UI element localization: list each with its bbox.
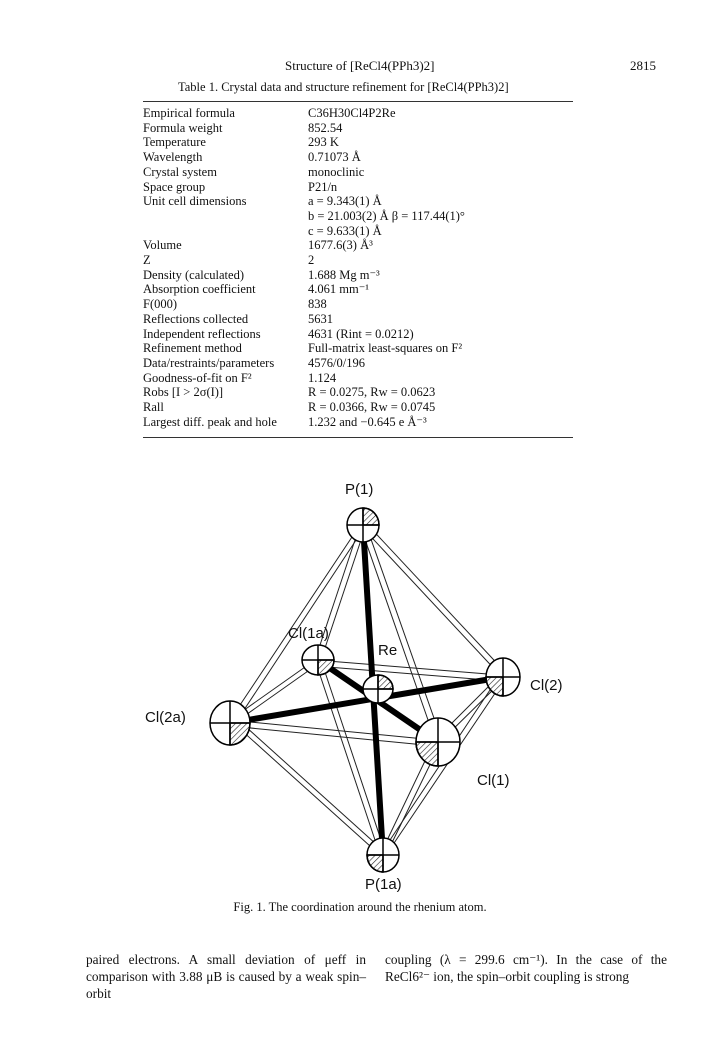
label-cl2: Cl(2) <box>530 677 563 694</box>
table-row <box>143 268 573 283</box>
table-row <box>143 135 573 150</box>
row-value: 1.232 and −0.645 e Å⁻³ <box>308 414 427 429</box>
label-p1a: P(1a) <box>365 876 402 893</box>
atom-cl1 <box>416 718 460 766</box>
row-key: Absorption coefficient <box>143 282 256 297</box>
atom-cl1a <box>302 645 334 675</box>
atom-p1 <box>347 508 379 542</box>
row-key: Temperature <box>143 135 206 150</box>
row-key: Crystal system <box>143 164 217 179</box>
table-row <box>143 312 573 327</box>
row-value: monoclinic <box>308 164 365 179</box>
row-value: R = 0.0366, Rw = 0.0745 <box>308 400 436 415</box>
row-value: Full-matrix least-squares on F² <box>308 341 463 356</box>
row-key: Largest diff. peak and hole <box>143 414 277 429</box>
label-re: Re <box>378 642 398 659</box>
atom-cl2a <box>210 701 250 745</box>
row-value: 838 <box>308 297 327 312</box>
table-caption: Table 1. Crystal data and structure refinement for [ReCl4(PPh3)2] <box>178 80 509 94</box>
atom-re <box>363 675 393 703</box>
row-value: 1.688 Mg m⁻³ <box>308 267 380 282</box>
table-row <box>143 415 573 430</box>
page-number: 2815 <box>630 58 656 73</box>
row-key: Volume <box>143 238 182 253</box>
row-key: Data/restraints/parameters <box>143 355 275 370</box>
table-row <box>143 209 573 224</box>
row-value: 0.71073 Å <box>308 150 361 165</box>
table-row <box>143 238 573 253</box>
row-key: Robs [I > 2σ(I)] <box>143 385 224 400</box>
table-row <box>143 106 573 121</box>
table-row <box>143 253 573 268</box>
row-key: Refinement method <box>143 341 242 356</box>
row-key: Wavelength <box>143 150 203 165</box>
octahedron-diagram <box>145 470 580 893</box>
row-value: a = 9.343(1) Å <box>308 194 382 209</box>
row-value: C36H30Cl4P2Re <box>308 106 396 120</box>
table-bottom-rule <box>143 437 573 438</box>
table-row <box>143 121 573 136</box>
row-value: 852.54 <box>308 120 343 135</box>
row-key: Empirical formula <box>143 106 235 120</box>
label-cl2a: Cl(2a) <box>145 709 186 726</box>
row-value: P21/n <box>308 179 338 194</box>
row-key: Goodness-of-fit on F² <box>143 370 252 385</box>
row-key: Space group <box>143 179 206 194</box>
atom-cl2 <box>486 658 520 696</box>
table-row <box>143 385 573 400</box>
row-value: 1.124 <box>308 370 337 385</box>
table-row <box>143 282 573 297</box>
atom-p1a <box>367 838 399 872</box>
row-key: Independent reflections <box>143 326 261 341</box>
row-key <box>143 224 308 239</box>
table-row <box>143 150 573 165</box>
body-column-left: paired electrons. A small deviation of μeff in comparison with 3.88 μB is caused by a weak spin–orbit <box>86 952 366 1001</box>
running-title: Structure of [ReCl4(PPh3)2] <box>285 58 435 73</box>
row-key: Density (calculated) <box>143 267 244 282</box>
row-value: 4576/0/196 <box>308 355 365 370</box>
table-row <box>143 400 573 415</box>
table-row <box>143 180 573 195</box>
row-key: Rall <box>143 400 164 415</box>
row-key: Z <box>143 253 151 268</box>
row-value: 1677.6(3) Å³ <box>308 238 373 253</box>
table-row <box>143 165 573 180</box>
crystal-data-table <box>143 106 573 429</box>
row-value: R = 0.0275, Rw = 0.0623 <box>308 385 436 400</box>
label-cl1: Cl(1) <box>477 772 510 789</box>
row-value: 4631 (Rint = 0.0212) <box>308 326 414 341</box>
coordination-figure <box>145 470 580 895</box>
table-row <box>143 224 573 239</box>
label-cl1a: Cl(1a) <box>288 625 329 642</box>
row-key: Reflections collected <box>143 311 249 326</box>
body-column-right: coupling (λ = 299.6 cm⁻¹). In the case of the ReCl6²⁻ ion, the spin–orbit coupling is strong <box>385 952 667 984</box>
label-p1: P(1) <box>345 481 374 498</box>
table-row <box>143 194 573 209</box>
table-row <box>143 327 573 342</box>
table-top-rule <box>143 101 573 102</box>
row-value: 2 <box>308 253 315 268</box>
row-value: 5631 <box>308 311 333 326</box>
row-value: b = 21.003(2) Å β = 117.44(1)° <box>308 208 465 223</box>
table-row <box>143 371 573 386</box>
figure-caption: Fig. 1. The coordination around the rhenium atom. <box>233 900 487 914</box>
row-key: F(000) <box>143 297 178 312</box>
table-row <box>143 297 573 312</box>
row-key <box>143 209 308 224</box>
table-row <box>143 356 573 371</box>
row-key: Unit cell dimensions <box>143 194 247 209</box>
row-key: Formula weight <box>143 120 223 135</box>
row-value: 4.061 mm⁻¹ <box>308 282 370 297</box>
row-value: c = 9.633(1) Å <box>308 223 382 238</box>
row-value: 293 K <box>308 135 339 150</box>
table-row <box>143 341 573 356</box>
